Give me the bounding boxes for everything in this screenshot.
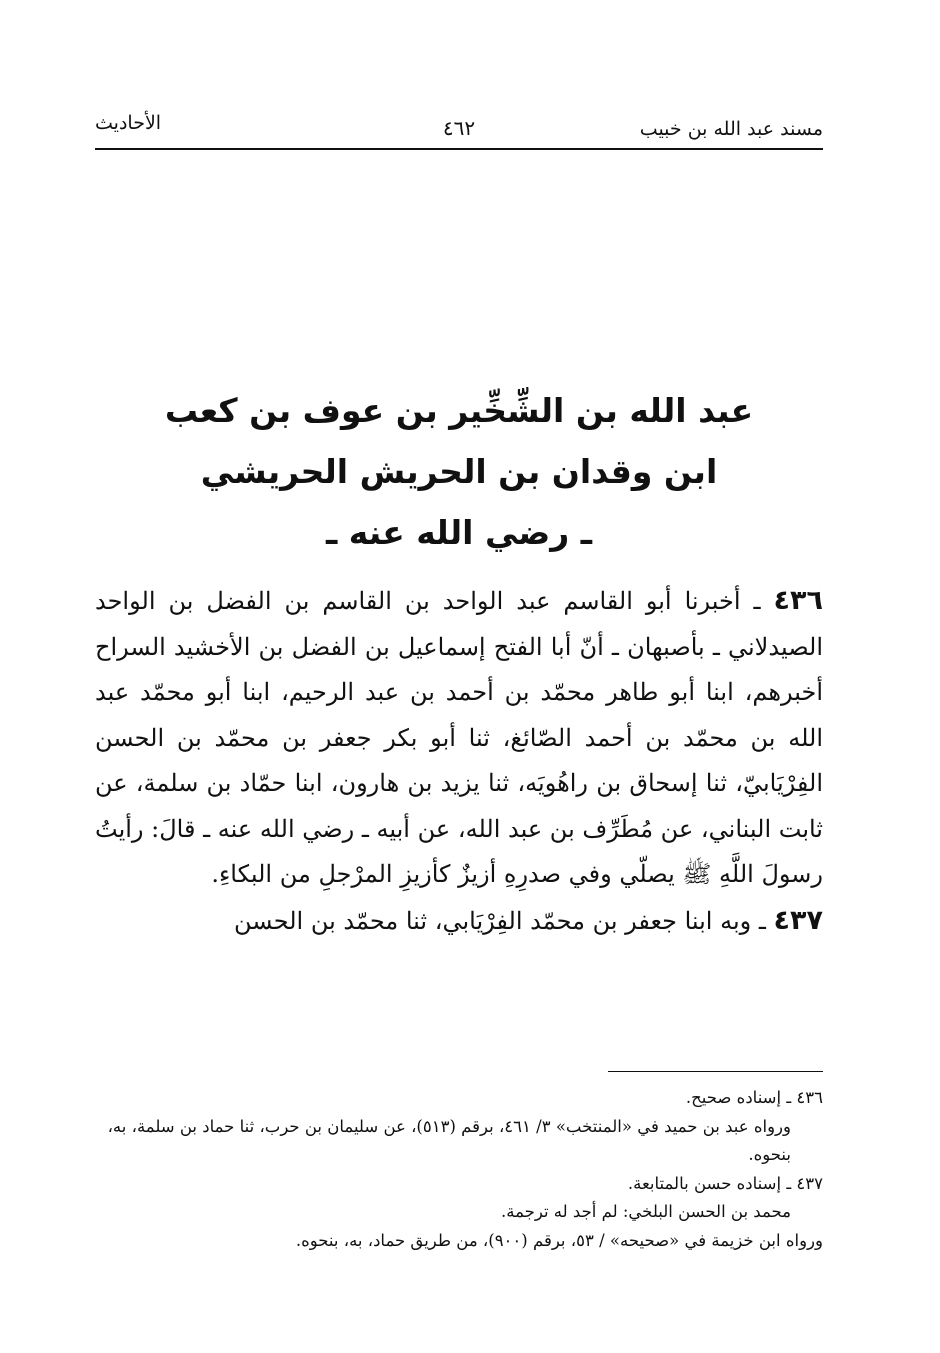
hadith-number: ٤٣٦ [773, 585, 823, 616]
footnote: ٤٣٧ ـ إسناده حسن بالمتابعة. [627, 1173, 823, 1193]
section-title [95, 380, 823, 563]
hadith-text: ـ وبه ابنا جعفر بن محمّد الفِرْيَابي، ثنا محمّد بن الحسن [234, 906, 766, 935]
footnote: ٤٣٦ ـ إسناده صحيح. [685, 1088, 823, 1107]
hadith-number: ٤٣٧ [773, 904, 823, 936]
footnote: ورواه ابن خزيمة في «صحيحه» / ٥٣، برقم (٩٠٠)، من طريق حماد، به، بنحوه. [295, 1230, 823, 1250]
section-title-line-1: عبد الله بن الشِّخِّير بن عوف بن كعب [164, 391, 754, 430]
hadith-body [95, 578, 823, 944]
footnote-rule [608, 1071, 823, 1072]
page-number: ٤٦٢ [442, 116, 476, 140]
running-header [95, 112, 823, 144]
header-book-title: مسند عبد الله بن خبيب [639, 118, 823, 140]
hadith-text: ـ أخبرنا أبو القاسم عبد الواحد بن القاسم بن الفضل بن الواحد الصيدلاني ـ بأصبهان ـ أنّ أبا الفتح إسماعيل بن الفضل بن الأخشيد السراح أخبرهم، ابنا أبو طاهر محمّد بن أحمد بن عبد الرحيم، ابنا أبو محمّد عبد الله بن محمّد بن أحمد الصّائغ، ثنا أبو بكر جعفر بن محمّد بن الحسن الفِرْيَابيّ، ثنا إسحاق بن راهُويَه، ثنا يزيد بن هارون، ابنا حمّاد بن سلمة، عن ثابت البناني، عن مُطَرِّف بن عبد الله، عن أبيه ـ رضي الله عنه ـ قالَ: رأيتُ رسولَ اللَّهِ ﷺ يصلّي وفي صدرِهِ أزيزٌ كأزيزِ المرْجلِ من البكاءِ. [95, 587, 823, 888]
footnote: محمد بن الحسن البلخي: لم أجد له ترجمة. [501, 1202, 791, 1221]
header-section-title: الأحاديث [95, 112, 162, 134]
hadith-paragraph [95, 898, 823, 945]
footnote: ورواه عبد بن حميد في «المنتخب» ٣/ ٤٦١، برقم (٥١٣)، عن سليمان بن حرب، ثنا حماد بن سلمة، به، بنحوه. [107, 1116, 791, 1164]
section-title-line-2: ابن وقدان بن الحريش الحريشي [200, 452, 718, 491]
section-title-line-3: ـ رضي الله عنه ـ [326, 513, 592, 552]
header-rule [95, 148, 823, 150]
footnotes [90, 1084, 823, 1255]
hadith-paragraph [95, 578, 823, 898]
